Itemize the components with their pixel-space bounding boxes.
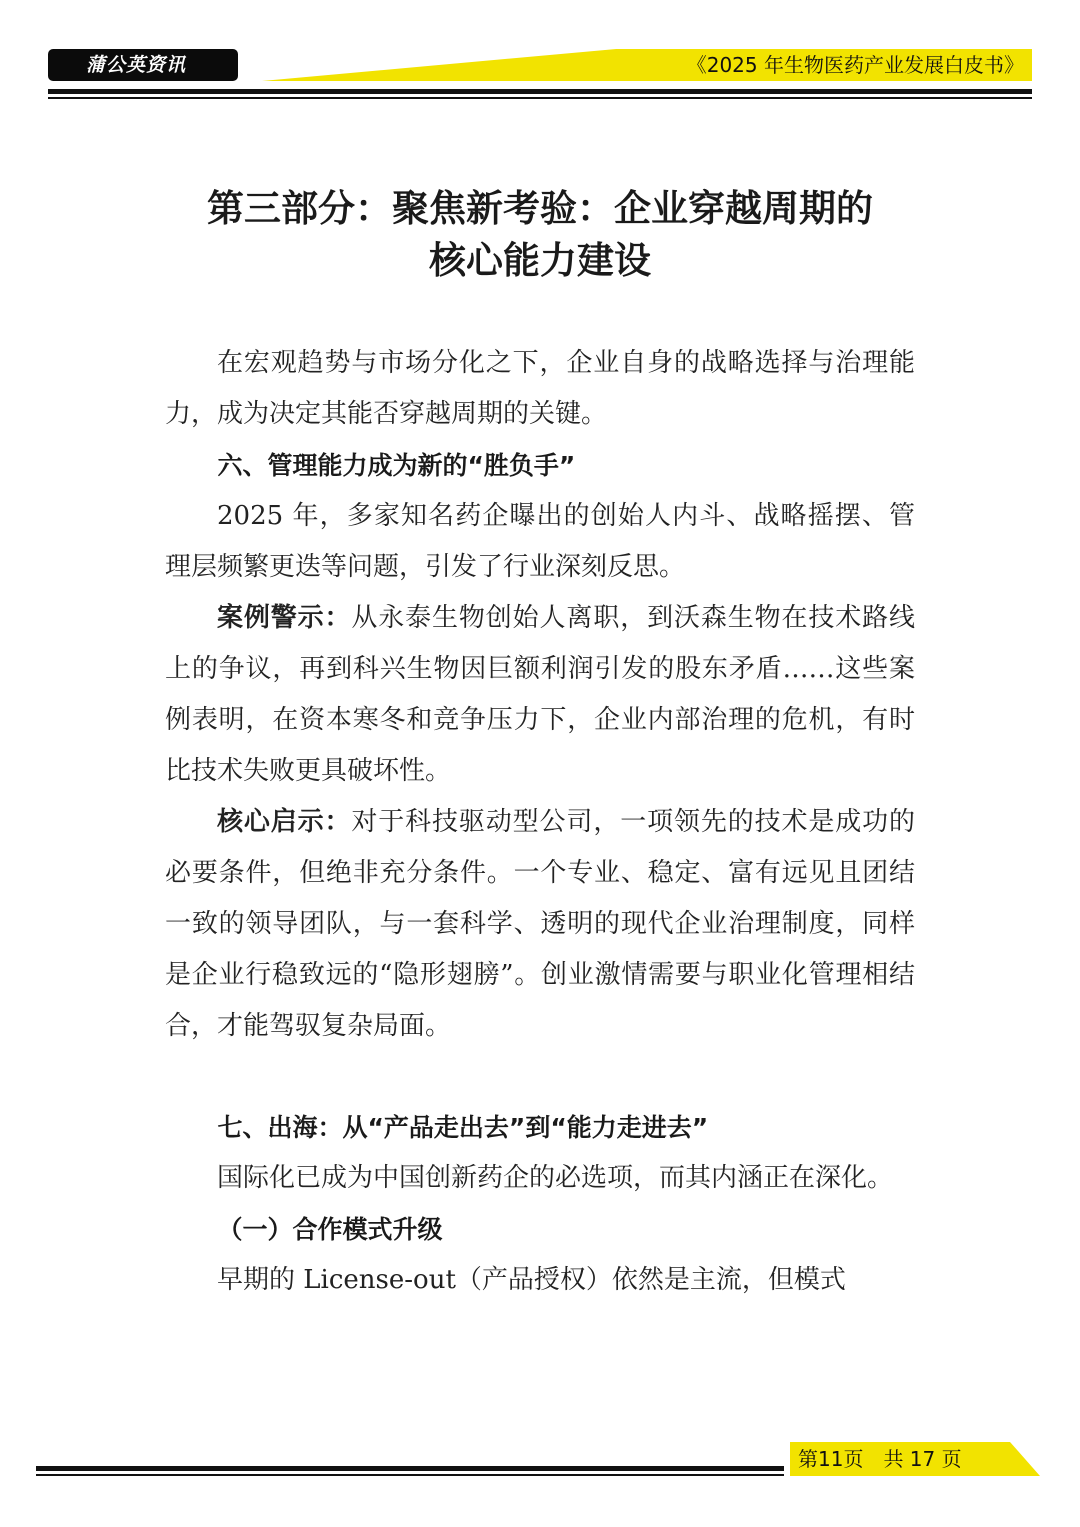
footer-rule-thin xyxy=(36,1474,784,1476)
case-warning-paragraph xyxy=(165,593,915,797)
section-spacer xyxy=(165,1052,915,1102)
header-rule xyxy=(48,89,1032,94)
section-6-paragraph: 2025 年，多家知名药企曝出的创始人内斗、战略摇摆、管理层频繁更迭等问题，引发了行业深刻反思。 xyxy=(165,501,915,582)
header-rule-thin xyxy=(48,97,1032,99)
page-title-line-1: 第三部分：聚焦新考验：企业穿越周期的 xyxy=(207,186,873,230)
case-warning-text: 从永泰生物创始人离职，到沃森生物在技术路线上的争议，再到科兴生物因巨额利润引发的股东矛盾……这些案例表明，在资本寒冬和竞争压力下，企业内部治理的危机，有时比技术失败更具破坏性。 xyxy=(165,603,915,786)
intro-paragraph: 在宏观趋势与市场分化之下，企业自身的战略选择与治理能力，成为决定其能否穿越周期的关键。 xyxy=(165,348,915,429)
publisher-label: 蒲公英资讯 xyxy=(48,49,238,81)
core-insight-label: 核心启示： xyxy=(217,807,352,837)
subsection-1-paragraph: 早期的 License-out（产品授权）依然是主流，但模式 xyxy=(217,1265,846,1295)
core-insight-text: 对于科技驱动型公司，一项领先的技术是成功的必要条件，但绝非充分条件。一个专业、稳定、富有远见且团结一致的领导团队，与一套科学、透明的现代企业治理制度，同样是企业行稳致远的“隐形翅膀”。创业激情需要与职业化管理相结合，才能驾驭复杂局面。 xyxy=(165,807,915,1041)
footer-rule xyxy=(36,1466,784,1471)
page-number: 第11页 共 17 页 xyxy=(798,1447,962,1471)
subsection-1-heading: （一）合作模式升级 xyxy=(217,1215,443,1244)
document-title: 《2025 年生物医药产业发展白皮书》 xyxy=(686,53,1024,77)
body-content xyxy=(165,338,915,1306)
page-title-line-2: 核心能力建设 xyxy=(429,238,651,282)
section-6-heading: 六、管理能力成为新的“胜负手” xyxy=(217,451,576,480)
section-7-heading: 七、出海：从“产品走出去”到“能力走进去” xyxy=(217,1113,709,1142)
page-title xyxy=(120,182,960,286)
section-7-paragraph: 国际化已成为中国创新药企的必选项，而其内涵正在深化。 xyxy=(217,1163,894,1193)
core-insight-paragraph xyxy=(165,797,915,1052)
case-warning-label: 案例警示： xyxy=(217,603,352,633)
